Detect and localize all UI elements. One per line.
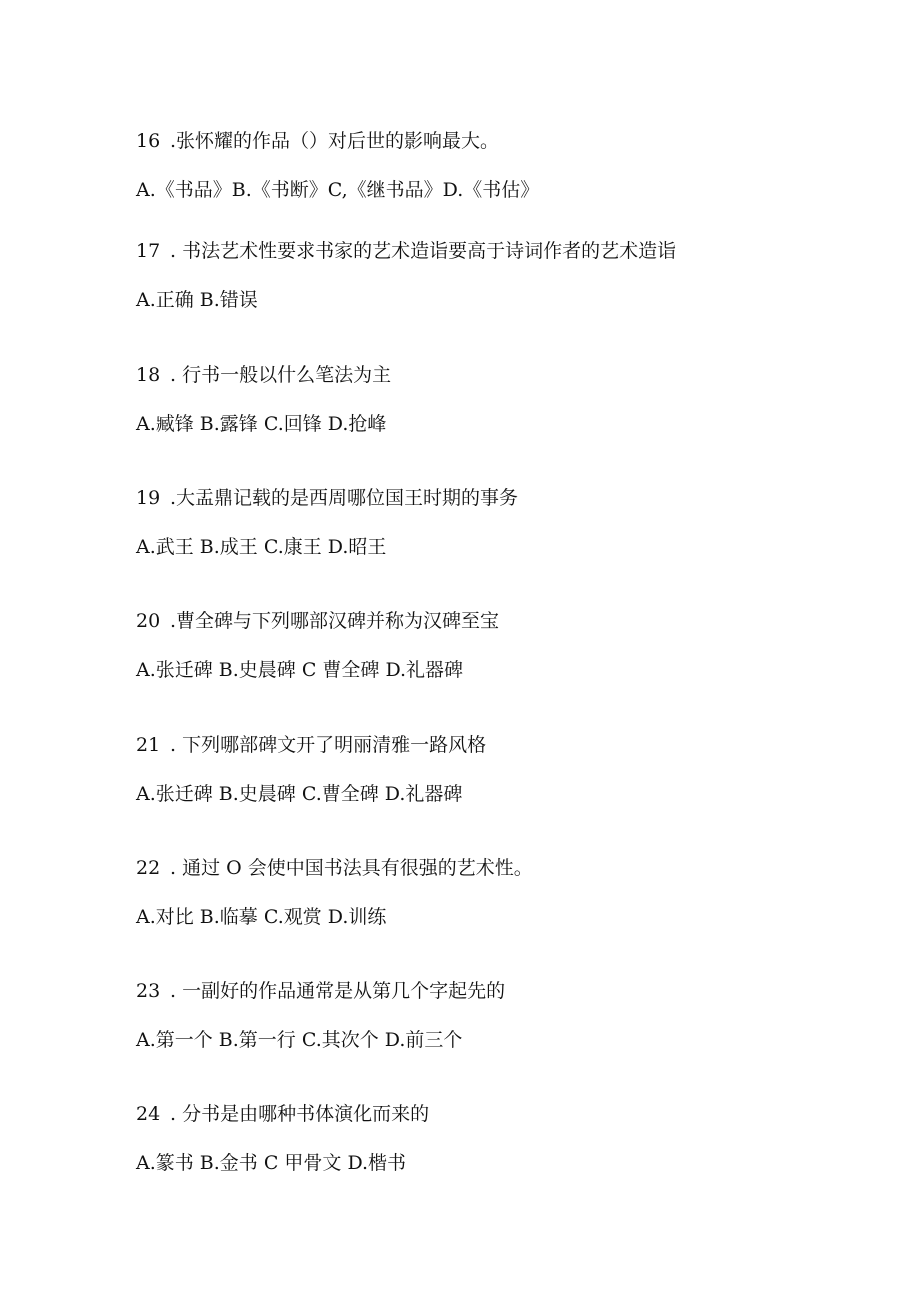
question-number: 20 bbox=[136, 610, 161, 632]
question-text bbox=[136, 363, 876, 387]
answer-options: A.臧锋 B.露锋 C.回锋 D.抢峰 bbox=[136, 413, 387, 435]
question-23 bbox=[136, 979, 876, 1052]
question-stem: . 一副好的作品通常是从第几个字起先的 bbox=[170, 980, 506, 1002]
question-text bbox=[136, 609, 876, 633]
question-text bbox=[136, 239, 876, 263]
question-number: 21 bbox=[136, 734, 161, 756]
question-20 bbox=[136, 609, 876, 682]
question-number: 23 bbox=[136, 980, 161, 1002]
question-number: 22 bbox=[136, 857, 161, 879]
question-17 bbox=[136, 239, 876, 312]
question-number: 19 bbox=[136, 487, 161, 509]
answer-options: A.张迁碑 B.史晨碑 C 曹全碑 D.礼器碑 bbox=[136, 659, 464, 681]
answer-options: A.第一个 B.第一行 C.其次个 D.前三个 bbox=[136, 1029, 463, 1051]
question-text bbox=[136, 129, 876, 153]
answer-options: A.《书品》B.《书断》C,《继书品》D.《书估》 bbox=[136, 179, 540, 201]
question-text bbox=[136, 486, 876, 510]
question-text bbox=[136, 856, 876, 880]
answer-options: A.武王 B.成王 C.康王 D.昭王 bbox=[136, 536, 387, 558]
question-stem: . 书法艺术性要求书家的艺术造诣要高于诗词作者的艺术造诣 bbox=[170, 240, 677, 262]
question-stem: . 分书是由哪种书体演化而来的 bbox=[170, 1103, 430, 1125]
question-text bbox=[136, 979, 876, 1003]
question-stem: .张怀耀的作品（）对后世的影响最大。 bbox=[170, 130, 500, 152]
question-24 bbox=[136, 1102, 876, 1175]
question-18 bbox=[136, 363, 876, 436]
answer-options: A.对比 B.临摹 C.观赏 D.训练 bbox=[136, 906, 387, 928]
question-19 bbox=[136, 486, 876, 559]
answer-options: A.正确 B.错误 bbox=[136, 289, 258, 311]
question-number: 24 bbox=[136, 1103, 161, 1125]
question-22 bbox=[136, 856, 876, 929]
question-21 bbox=[136, 733, 876, 806]
question-16 bbox=[136, 129, 876, 202]
question-stem: . 行书一般以什么笔法为主 bbox=[170, 364, 392, 386]
question-stem: . 通过 O 会使中国书法具有很强的艺术性。 bbox=[170, 857, 533, 879]
question-number: 16 bbox=[136, 130, 161, 152]
question-number: 18 bbox=[136, 364, 161, 386]
question-number: 17 bbox=[136, 240, 161, 262]
question-stem: .曹全碑与下列哪部汉碑并称为汉碑至宝 bbox=[170, 610, 500, 632]
question-text bbox=[136, 1102, 876, 1126]
answer-options: A.篆书 B.金书 C 甲骨文 D.楷书 bbox=[136, 1152, 407, 1174]
question-stem: . 下列哪部碑文开了明丽清雅一路风格 bbox=[170, 734, 487, 756]
question-text bbox=[136, 733, 876, 757]
question-stem: .大盂鼎记载的是西周哪位国王时期的事务 bbox=[170, 487, 519, 509]
answer-options: A.张迁碑 B.史晨碑 C.曹全碑 D.礼器碑 bbox=[136, 783, 463, 805]
